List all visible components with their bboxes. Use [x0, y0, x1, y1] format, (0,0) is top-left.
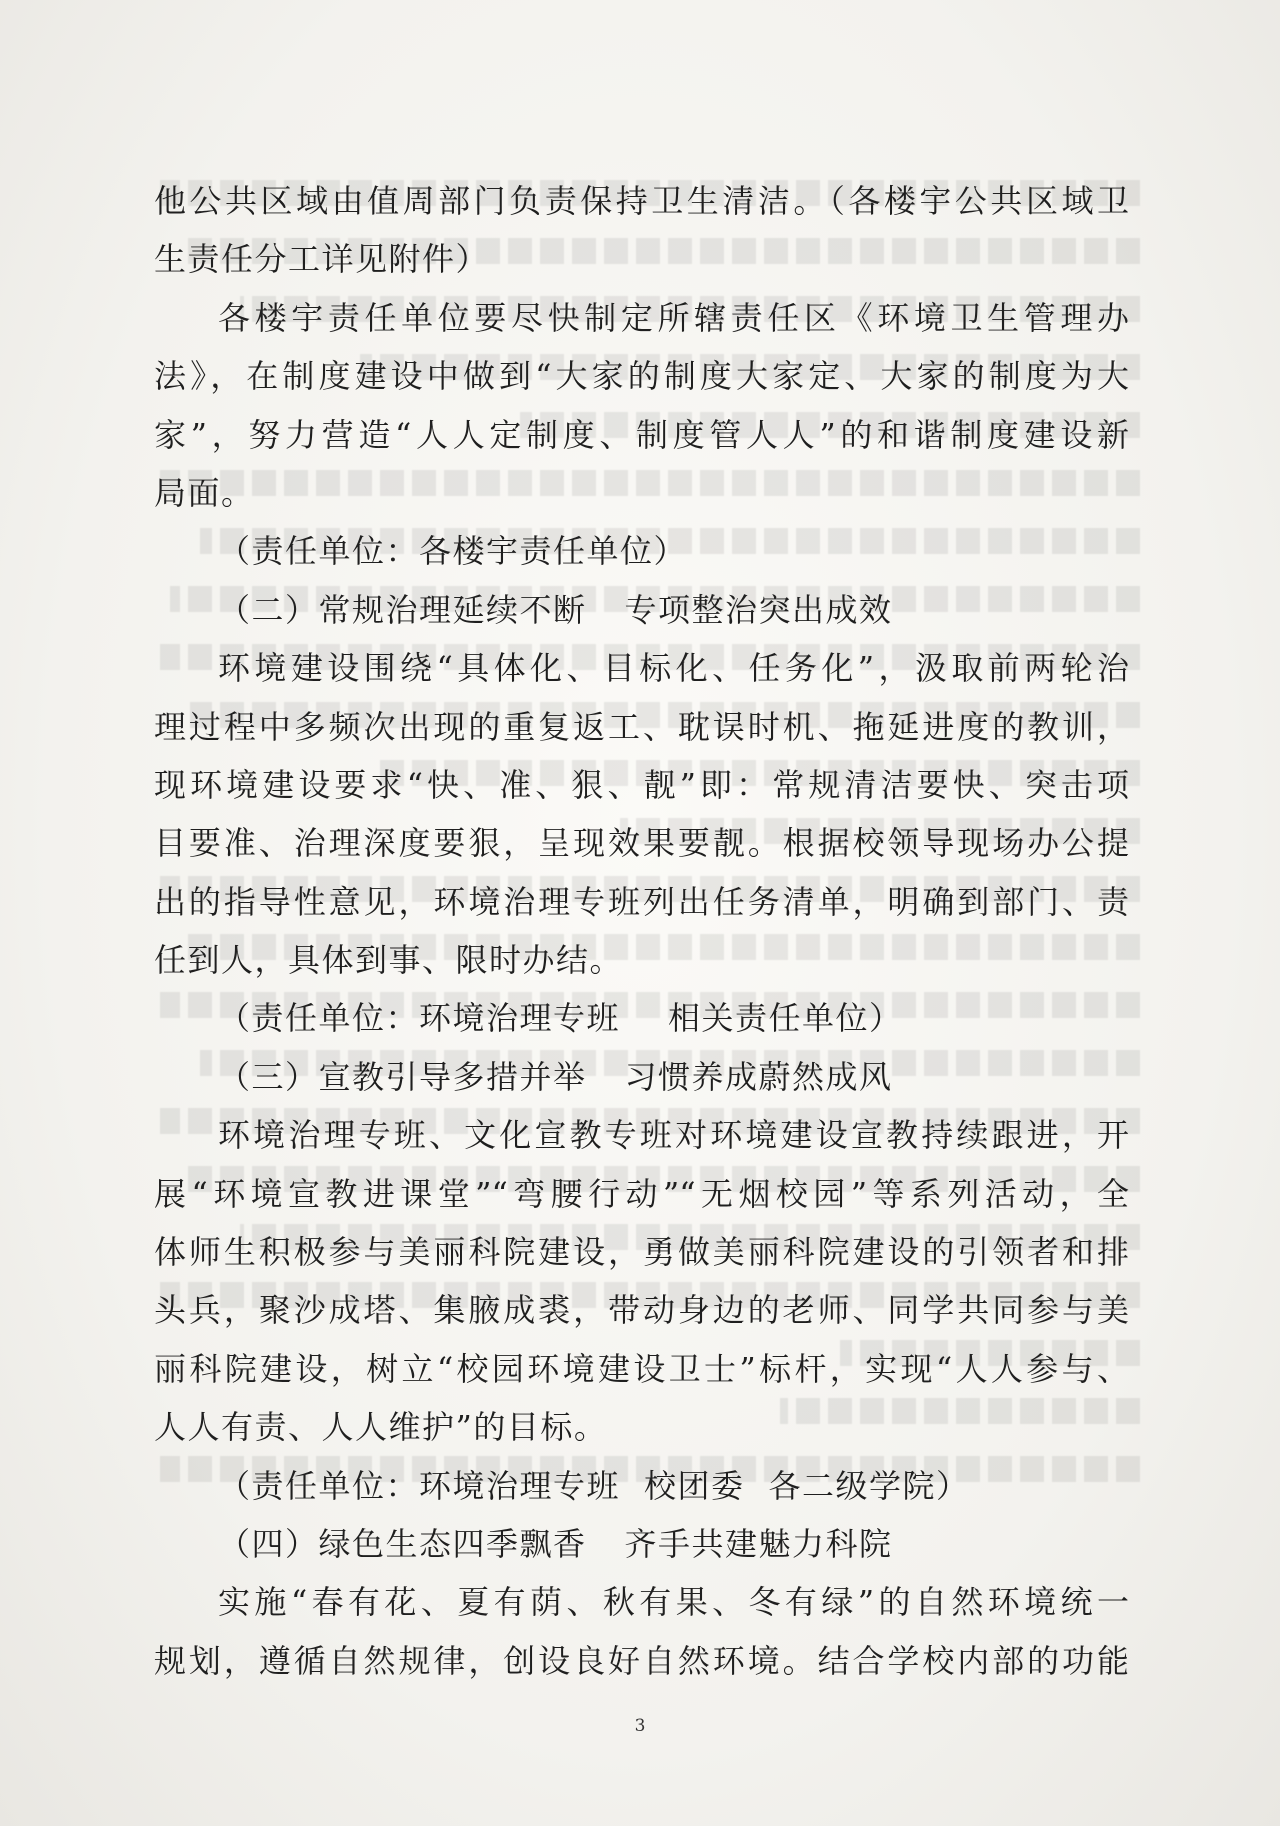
text-line: 现环境建设要求“快、准、狠、靓”即：常规清洁要快、突击项: [154, 765, 1129, 804]
text-line: 展“环境宣教进课堂”“弯腰行动”“无烟校园”等系列活动，全: [154, 1174, 1129, 1213]
section-number: （四）: [218, 1524, 319, 1563]
text-line: 人人有责、人人维护”的目标。: [154, 1408, 608, 1447]
section-heading-4: [154, 1515, 1129, 1573]
text-line: 法》，在制度建设中做到“大家的制度大家定、大家的制度为大: [154, 357, 1129, 396]
responsibility-line: [154, 522, 1129, 580]
text-line: 头兵，聚沙成塔、集腋成裘，带动身边的老师、同学共同参与美: [154, 1291, 1129, 1330]
responsibility-line: [154, 989, 1129, 1047]
responsibility-label: （责任单位：: [218, 532, 420, 571]
section-title-part: 齐手共建魅力科院: [624, 1524, 893, 1563]
text-line: 他公共区域由值周部门负责保持卫生清洁。（各楼宇公共区域卫: [154, 182, 1129, 220]
responsibility-unit: 环境治理专班: [419, 1466, 621, 1505]
text-line: 任到人，具体到事、限时办结。: [154, 941, 624, 980]
page-number: 3: [634, 1716, 646, 1736]
responsibility-unit: 校团委: [644, 1466, 745, 1505]
text-line: 体师生积极参与美丽科院建设，勇做美丽科院建设的引领者和排: [154, 1233, 1129, 1272]
section-number: （二）: [218, 590, 319, 629]
text-line: 环境治理专班、文化宣教专班对环境建设宣教持续跟进，开: [218, 1116, 1129, 1155]
responsibility-label: （责任单位：: [218, 1466, 420, 1505]
section-title-part: 绿色生态四季飘香: [318, 1524, 587, 1563]
responsibility-unit: 相关责任单位）: [668, 999, 903, 1038]
body-text: [154, 172, 1129, 1690]
responsibility-label: （责任单位：: [218, 999, 420, 1038]
responsibility-line: [154, 1457, 1129, 1515]
text-line: 生责任分工详见附件）: [154, 240, 490, 279]
text-line: 丽科院建设，树立“校园环境建设卫士”标杆，实现“人人参与、: [154, 1349, 1129, 1388]
responsibility-unit: 各楼宇责任单位）: [419, 532, 688, 571]
responsibility-unit: 各二级学院）: [768, 1466, 970, 1505]
text-line: 各楼宇责任单位要尽快制定所辖责任区《环境卫生管理办: [218, 298, 1129, 337]
text-line: 出的指导性意见，环境治理专班列出任务清单，明确到部门、责: [154, 882, 1129, 921]
section-heading-3: [154, 1048, 1129, 1106]
text-line: 规划，遵循自然规律，创设良好自然环境。结合学校内部的功能: [154, 1641, 1129, 1680]
section-title-part: 常规治理延续不断: [318, 590, 587, 629]
section-title-part: 习惯养成蔚然成风: [624, 1057, 893, 1096]
section-title-part: 专项整治突出成效: [624, 590, 893, 629]
section-heading-2: [154, 581, 1129, 639]
text-line: 家”，努力营造“人人定制度、制度管人人”的和谐制度建设新: [154, 415, 1129, 454]
text-line: 环境建设围绕“具体化、目标化、任务化”，汲取前两轮治: [218, 649, 1129, 688]
text-line: 实施“春有花、夏有荫、秋有果、冬有绿”的自然环境统一: [218, 1583, 1129, 1622]
text-line: 局面。: [154, 473, 255, 512]
section-number: （三）: [218, 1057, 319, 1096]
text-line: 理过程中多频次出现的重复返工、耽误时机、拖延进度的教训，: [154, 707, 1129, 746]
section-title-part: 宣教引导多措并举: [318, 1057, 587, 1096]
responsibility-unit: 环境治理专班: [419, 999, 621, 1038]
text-line: 目要准、治理深度要狠，呈现效果要靓。根据校领导现场办公提: [154, 824, 1129, 863]
